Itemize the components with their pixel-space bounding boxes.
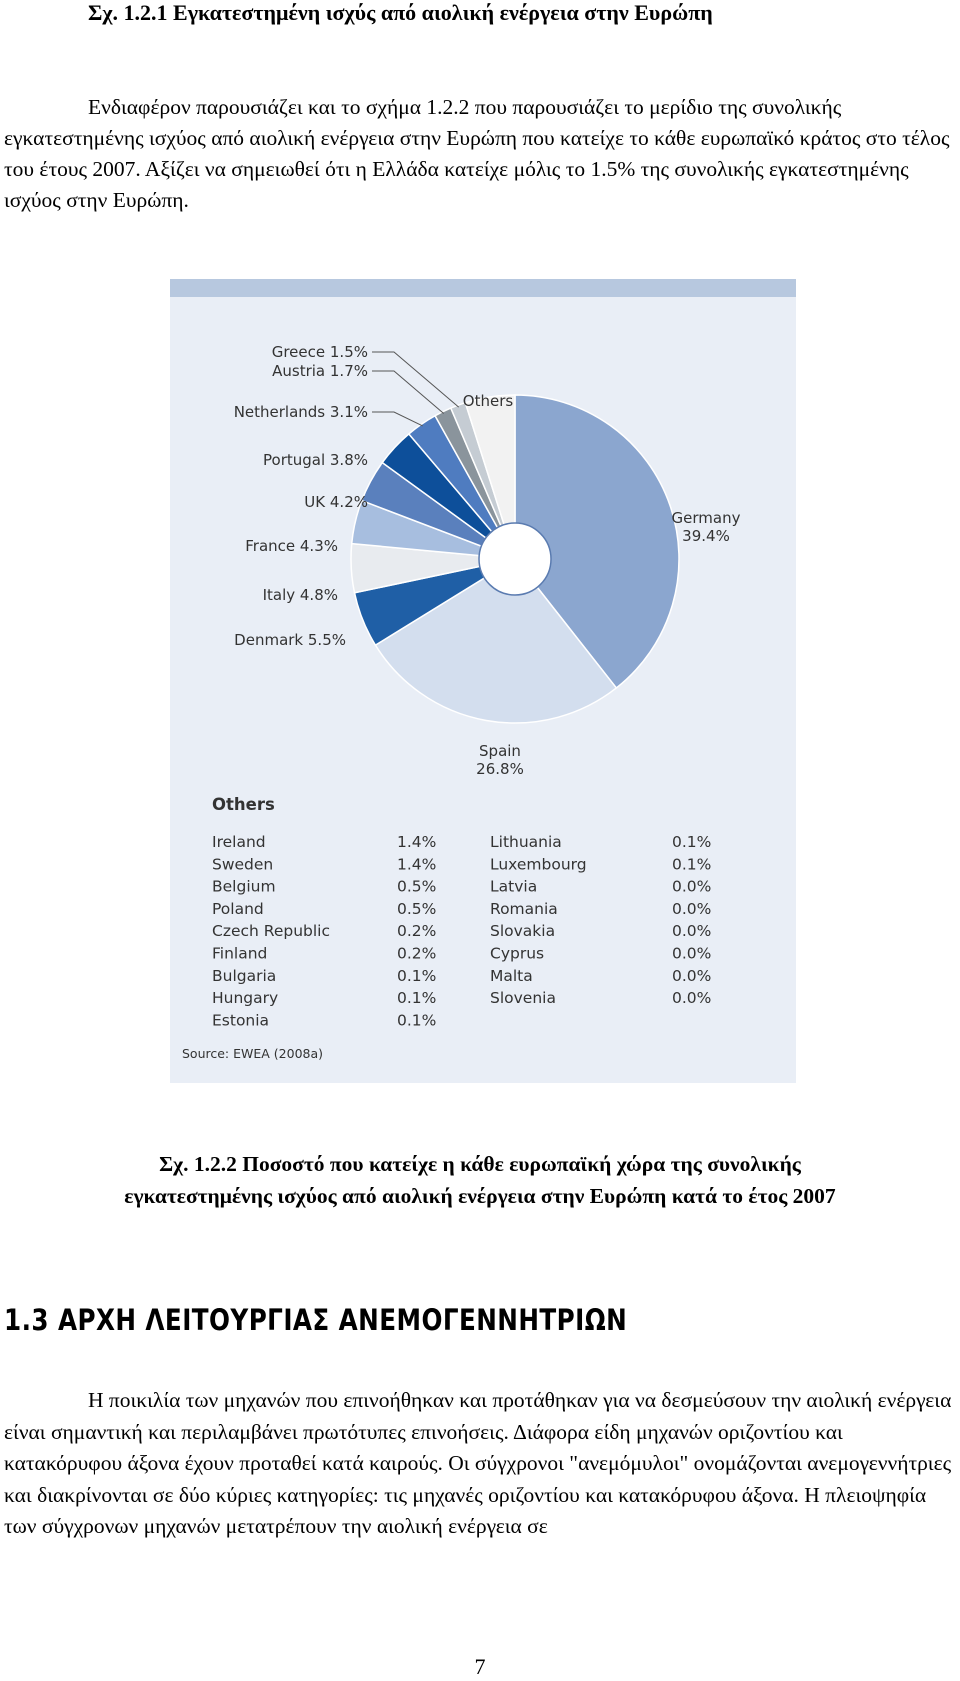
slice-label-others: Others bbox=[462, 392, 514, 410]
others-left-row-share: 1.4% bbox=[397, 855, 437, 874]
others-right-row-country: Lithuania bbox=[490, 833, 562, 851]
pie-chart-figure bbox=[170, 279, 796, 1083]
others-right-row-country: Malta bbox=[490, 966, 533, 985]
others-right-row-share: 0.0% bbox=[672, 922, 712, 941]
others-right-row-country: Slovakia bbox=[490, 922, 556, 941]
pie-chart bbox=[170, 297, 796, 1083]
others-left-row-country: Sweden bbox=[212, 855, 274, 874]
others-right-row-country: Cyprus bbox=[490, 944, 545, 963]
slice-label-spain: Spain bbox=[479, 742, 521, 760]
page-number: 7 bbox=[474, 1654, 486, 1679]
others-right-row-share: 0.0% bbox=[672, 989, 712, 1008]
slice-label-uk: UK 4.2% bbox=[304, 493, 368, 511]
slice-label-portugal: Portugal 3.8% bbox=[263, 451, 368, 469]
pie-center-hole bbox=[479, 523, 551, 595]
others-left-row-country: Bulgaria bbox=[212, 966, 277, 985]
others-table-title: Others bbox=[212, 795, 275, 814]
slice-label-denmark: Denmark 5.5% bbox=[234, 631, 346, 649]
others-left-row-country: Finland bbox=[212, 944, 268, 963]
others-left-row-country: Poland bbox=[212, 899, 264, 918]
section-title: Σχ. 1.2.1 Εγκατεστημένη ισχύς από αιολική ενέργεια στην Ευρώπη bbox=[88, 0, 713, 25]
slice-label-netherlands: Netherlands 3.1% bbox=[233, 403, 368, 421]
leader-line-austria bbox=[372, 371, 444, 414]
leader-line-greece bbox=[372, 352, 459, 407]
others-right-row-country: Latvia bbox=[490, 877, 538, 896]
intro-paragraph bbox=[4, 92, 956, 216]
others-left-row-share: 0.1% bbox=[397, 989, 437, 1008]
others-right-row-share: 0.0% bbox=[672, 966, 712, 985]
others-right-row-share: 0.0% bbox=[672, 877, 712, 896]
others-left-row-share: 0.2% bbox=[397, 944, 437, 963]
others-left-row-country: Czech Republic bbox=[212, 922, 331, 941]
others-table-left bbox=[212, 833, 436, 1029]
others-left-row-country: Ireland bbox=[212, 833, 266, 851]
slice-label-greece: Greece 1.5% bbox=[271, 343, 368, 361]
others-left-row-share: 0.1% bbox=[397, 1011, 437, 1030]
others-right-row-share: 0.0% bbox=[672, 944, 712, 963]
figure-caption bbox=[0, 1148, 960, 1212]
others-left-row-country: Estonia bbox=[212, 1011, 270, 1030]
body-paragraph bbox=[4, 1385, 956, 1543]
slice-label-italy: Italy 4.8% bbox=[262, 586, 338, 604]
caption-line-1: Σχ. 1.2.2 Ποσοστό που κατείχε η κάθε ευρωπαϊκή χώρα της συνολικής bbox=[159, 1152, 801, 1176]
slice-value-germany: 39.4% bbox=[682, 527, 730, 545]
others-left-row-share: 1.4% bbox=[397, 833, 437, 851]
others-right-row-share: 0.1% bbox=[672, 855, 712, 874]
others-right-row-country: Slovenia bbox=[490, 989, 556, 1008]
caption-line-2: εγκατεστημένης ισχύος από αιολική ενέργεια στην Ευρώπη κατά το έτος 2007 bbox=[124, 1184, 836, 1208]
body-paragraph-text: Η ποικιλία των μηχανών που επινοήθηκαν και προτάθηκαν για να δεσμεύσουν την αιολική ενέργεια είναι σημαντική και περιλαμβάνει πρωτότυπες επινοήσεις. Διάφορα είδη μηχανών οριζοντίου και κατακόρυφου άξονα έχουν προταθεί κατά καιρούς. Οι σύγχρονοι "ανεμόμυλοι" ονομάζονται ανεμογεννήτριες και διακρίνονται σε δύο κύριες κατηγορίες: τις μηχανές οριζοντίου και κατακόρυφου άξονα. Η πλειοψηφία των σύγχρονων μηχανών μετατρέπουν την αιολική ενέργεια σε bbox=[4, 1388, 952, 1538]
slice-label-france: France 4.3% bbox=[245, 537, 338, 555]
slice-value-spain: 26.8% bbox=[476, 760, 524, 778]
others-right-row-country: Romania bbox=[490, 899, 558, 918]
others-left-row-share: 0.2% bbox=[397, 922, 437, 941]
others-right-row-share: 0.1% bbox=[672, 833, 712, 851]
others-left-row-share: 0.1% bbox=[397, 966, 437, 985]
chart-source: Source: EWEA (2008a) bbox=[182, 1046, 324, 1061]
others-left-row-share: 0.5% bbox=[397, 899, 437, 918]
slice-label-austria: Austria 1.7% bbox=[272, 362, 368, 380]
others-left-row-share: 0.5% bbox=[397, 877, 437, 896]
slice-label-germany: Germany bbox=[671, 509, 741, 527]
others-left-row-country: Hungary bbox=[212, 989, 279, 1008]
section-heading: 1.3 ΑΡΧΗ ΛΕΙΤΟΥΡΓΙΑΣ ΑΝΕΜΟΓΕΝΝΗΤΡΙΩΝ bbox=[4, 1303, 628, 1337]
others-left-row-country: Belgium bbox=[212, 877, 276, 896]
others-right-row-share: 0.0% bbox=[672, 899, 712, 918]
others-table-right bbox=[490, 833, 711, 1007]
intro-paragraph-text: Ενδιαφέρον παρουσιάζει και το σχήμα 1.2.2 που παρουσιάζει το μερίδιο της συνολικής εγκατεστημένης ισχύος από αιολική ενέργεια στην Ευρώπη που κατείχε το κάθε ευρωπαϊκό κράτος στο τέλος του έτους 2007. Αξίζει να σημειωθεί ότι η Ελλάδα κατείχε μόλις το 1.5% της συνολικής εγκατεστημένης ισχύος στην Ευρώπη. bbox=[4, 95, 950, 212]
leader-line-netherlands bbox=[372, 412, 423, 426]
others-right-row-country: Luxembourg bbox=[490, 855, 587, 874]
